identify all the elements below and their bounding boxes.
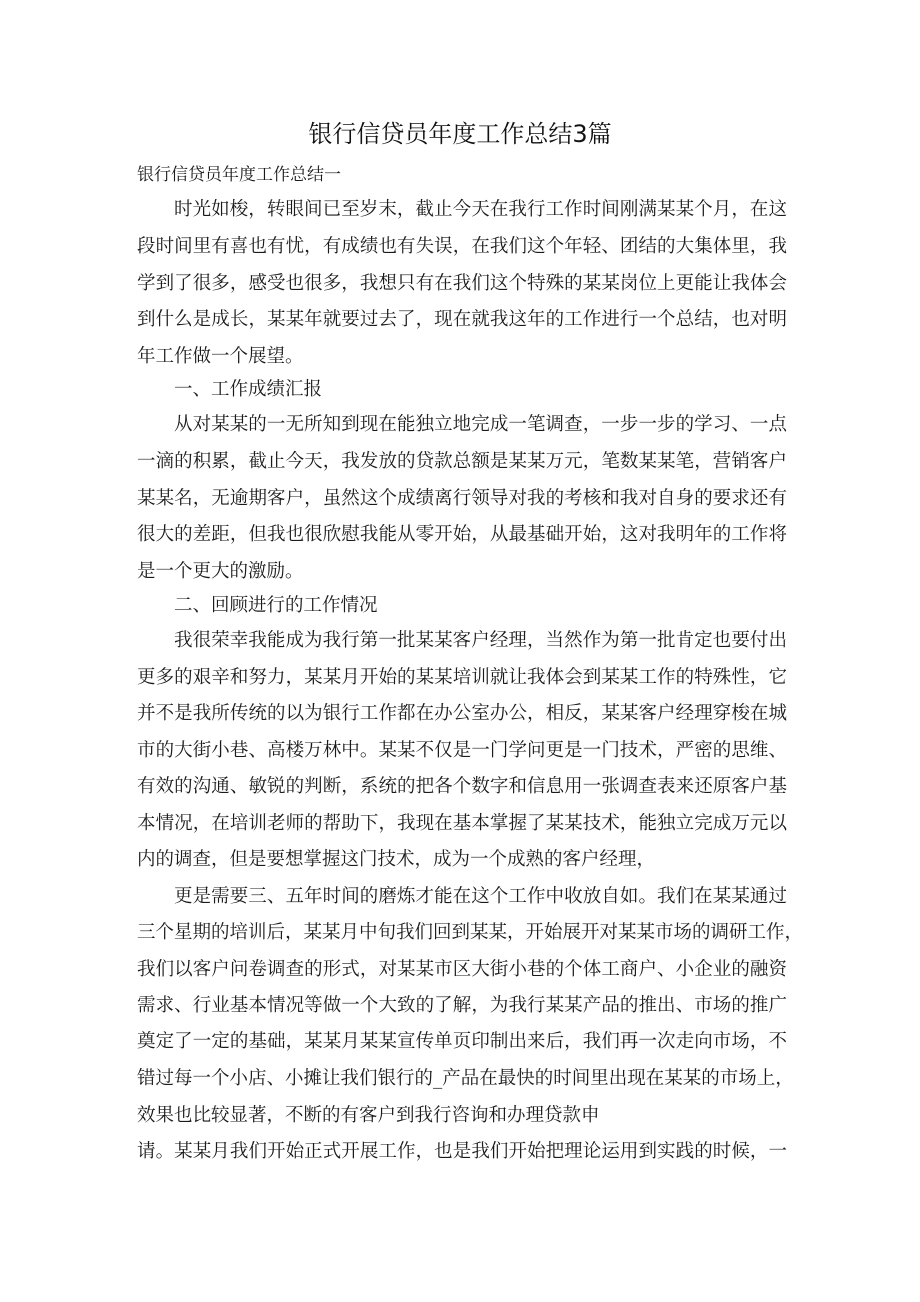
paragraph-line: 段时间里有喜也有忧，有成绩也有失误，在我们这个年轻、团结的大集体里，我 <box>137 236 787 257</box>
paragraph-line: 需求、行业基本情况等做一个大致的了解，为我行某某产品的推出、市场的推广 <box>137 995 787 1016</box>
paragraph-line: 很大的差距，但我也很欣慰我能从零开始，从最基础开始，这对我明年的工作将 <box>137 524 787 545</box>
paragraph-line: 年工作做一个展望。 <box>137 346 304 367</box>
document-title: 银行信贷员年度工作总结3篇 <box>308 120 612 148</box>
paragraph-line: 是一个更大的激励。 <box>137 561 304 582</box>
paragraph-line: 我们以客户问卷调查的形式，对某某市区大街小巷的个体工商户、小企业的融资 <box>137 959 787 980</box>
section-subtitle: 银行信贷员年度工作总结一 <box>137 165 341 185</box>
paragraph-line: 学到了很多，感受也很多，我想只有在我们这个特殊的某某岗位上更能让我体会 <box>137 273 787 294</box>
paragraph-line: 某某名，无逾期客户，虽然这个成绩离行领导对我的考核和我对自身的要求还有 <box>137 488 787 509</box>
paragraph-line: 市的大街小巷、高楼万林中。某某不仅是一门学问更是一门技术，严密的思维、 <box>137 740 787 761</box>
paragraph-line: 奠定了一定的基础，某某月某某宣传单页印制出来后，我们再一次走向市场，不 <box>137 1031 787 1052</box>
paragraph-line: 更是需要三、五年时间的磨炼才能在这个工作中收放自如。我们在某某通过 <box>174 886 787 907</box>
section-heading: 二、回顾进行的工作情况 <box>174 595 378 616</box>
section-heading: 一、工作成绩汇报 <box>174 379 323 400</box>
paragraph-line: 本情况，在培训老师的帮助下，我现在基本掌握了某某技术，能独立完成万元以 <box>137 813 787 834</box>
paragraph-line: 并不是我所传统的以为银行工作都在办公室办公，相反，某某客户经理穿梭在城 <box>137 703 787 724</box>
paragraph-line: 我很荣幸我能成为我行第一批某某客户经理，当然作为第一批肯定也要付出 <box>174 630 787 651</box>
paragraph-line: 一滴的积累，截止今天，我发放的贷款总额是某某万元，笔数某某笔，营销客户 <box>137 451 787 472</box>
paragraph-line: 时光如梭，转眼间已至岁末，截止今天在我行工作时间刚满某某个月，在这 <box>174 199 787 220</box>
paragraph-line: 三个星期的培训后，某某月中旬我们回到某某，开始展开对某某市场的调研工作， <box>137 922 804 943</box>
paragraph-line: 内的调查，但是要想掌握这门技术，成为一个成熟的客户经理， <box>137 849 656 870</box>
paragraph-line: 请。某某月我们开始正式开展工作，也是我们开始把理论运用到实践的时候，一 <box>137 1141 787 1162</box>
paragraph-line: 效果也比较显著，不断的有客户到我行咨询和办理贷款申 <box>137 1105 600 1126</box>
paragraph-line: 错过每一个小店、小摊让我们银行的_产品在最快的时间里出现在某某的市场上， <box>137 1068 794 1089</box>
paragraph-line: 更多的艰辛和努力，某某月开始的某某培训就让我体会到某某工作的特殊性，它 <box>137 667 787 688</box>
paragraph-line: 从对某某的一无所知到现在能独立地完成一笔调查，一步一步的学习、一点 <box>174 414 787 435</box>
paragraph-line: 有效的沟通、敏锐的判断，系统的把各个数字和信息用一张调查表来还原客户基 <box>137 776 787 797</box>
paragraph-line: 到什么是成长，某某年就要过去了，现在就我这年的工作进行一个总结，也对明 <box>137 309 787 330</box>
